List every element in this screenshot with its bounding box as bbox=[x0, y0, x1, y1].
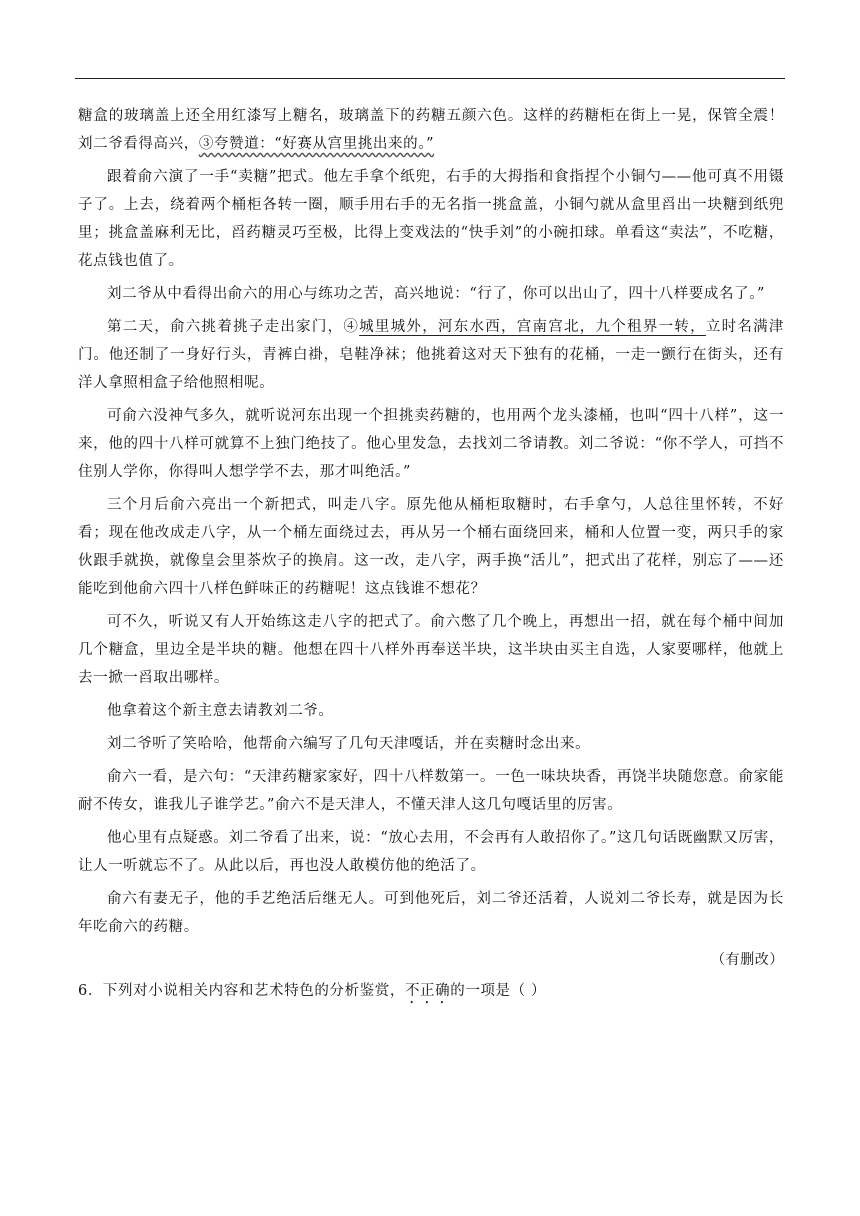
paragraph-text: 刘二爷听了笑哈哈，他帮俞六编写了几句天津嘎话，并在卖糖时念出来。 bbox=[107, 736, 591, 752]
paragraph-text: 第二天，俞六挑着挑子走出家门，④ bbox=[107, 319, 360, 335]
paragraph-text: 可不久，听说又有人开始练这走八字的把式了。俞六憋了几个晚上，再想出一招，就在每个桶中间加几个糖盒，里边全是半块的糖。他想在四十八样外再奉送半块，这半块由买主自选，人家要哪样，他就上去一掀一舀取出哪样。 bbox=[78, 614, 784, 686]
paragraph-text: 他心里有点疑惑。刘二爷看了出来，说：“放心去用，不会再有人敢招你了。”这几句话既幽默又厉害，让人一听就忘不了。从此以后，再也没人敢模仿他的绝活了。 bbox=[78, 830, 784, 874]
question-text: 6．下列对小说相关内容和艺术特色的分析鉴赏， bbox=[78, 983, 405, 999]
article-body bbox=[78, 102, 784, 1007]
paragraph-text: 三个月后俞六亮出一个新把式，叫走八字。原先他从桶柜取糖时，右手拿勺，人总往里怀转，不好看；现在他改成走八字，从一个桶左面绕过去，再从另一个桶右面绕回来，桶和人位置一变，两只手的家伙跟手就换，就像皇会里茶炊子的换肩。这一改，走八字，两手换“活儿”，把式出了花样，别忘了——还能吃到他俞六四十八样色鲜味正的药糖呢！这点钱谁不想花？ bbox=[78, 497, 784, 597]
article-paragraph bbox=[78, 491, 784, 603]
article-paragraph bbox=[78, 730, 784, 758]
article-paragraph bbox=[78, 824, 784, 880]
article-paragraph bbox=[78, 102, 784, 158]
paragraph-text: 俞六一看，是六句：“天津药糖家家好，四十八样数第一。一色一味块块香，再饶半块随您意。俞家能耐不传女，谁我儿子谁学艺。”俞六不是天津人，不懂天津人这几句嘎话里的厉害。 bbox=[78, 769, 784, 813]
paragraph-text: 刘二爷从中看得出俞六的用心与练功之苦，高兴地说：“行了，你可以出山了，四十八样要成名了。” bbox=[107, 286, 766, 302]
article-paragraph bbox=[78, 763, 784, 819]
article-paragraph bbox=[78, 313, 784, 397]
paragraph-text: 立时名满津门。他还制了一身好行头，青裤白褂，皂鞋净袜；他挑着这对天下独有的花桶，一走一颤行在街头，还有洋人拿照相盒子给他照相呢。 bbox=[78, 319, 784, 391]
article-paragraph bbox=[78, 885, 784, 941]
article-paragraph bbox=[78, 608, 784, 692]
paragraph-text: 可俞六没神气多久，就听说河东出现一个担挑卖药糖的，也用两个龙头漆桶，也叫“四十八样”，这一来，他的四十八样可就算不上独门绝技了。他心里发急，去找刘二爷请教。刘二爷说：“你不学人，可挡不住别人学你，你得叫人想学学不去，那才叫绝活。” bbox=[78, 408, 784, 480]
emphasized-word: 不正确 bbox=[404, 983, 451, 999]
paragraph-text: 俞六有妻无子，他的手艺绝活后继无人。可到他死后，刘二爷还活着，人说刘二爷长寿，就是因为长年吃俞六的药糖。 bbox=[78, 891, 784, 935]
paragraph-text: 跟着俞六演了一手“卖糖”把式。他左手拿个纸兜，右手的大拇指和食指捏个小铜勺——他可真不用镊子了。上去，绕着两个桶柜各转一圈，顺手用右手的无名指一挑盒盖，小铜勺就从盒里舀出一块糖到纸兜里；挑盒盖麻利无比，舀药糖灵巧至极，比得上变戏法的“快手刘”的小碗扣球。单看这“卖法”，不吃糖，花点钱也值了。 bbox=[78, 169, 784, 269]
question-6 bbox=[78, 977, 784, 1007]
article-paragraph bbox=[78, 280, 784, 308]
paragraph-text: 他拿着这个新主意去请教刘二爷。 bbox=[107, 703, 334, 719]
source-note: （有删改） bbox=[711, 952, 784, 968]
question-text: 的一项是（ ） bbox=[450, 983, 547, 999]
article-paragraph bbox=[78, 163, 784, 275]
paragraph-text: 糖盒的玻璃盖上还全用红漆写上糖名，玻璃盖下的药糖五颜六色。这样的药糖柜在街上一晃，保管全震！刘二爷看得高兴， bbox=[78, 108, 784, 152]
marked-sentence: ③夸赞道：“好赛从宫里挑出来的。” bbox=[198, 136, 435, 152]
article-paragraph bbox=[78, 402, 784, 486]
header-rule bbox=[75, 78, 785, 79]
marked-sentence: 城里城外，河东水西，宫南宫北，九个租界一转， bbox=[359, 319, 706, 335]
article-paragraph bbox=[78, 697, 784, 725]
